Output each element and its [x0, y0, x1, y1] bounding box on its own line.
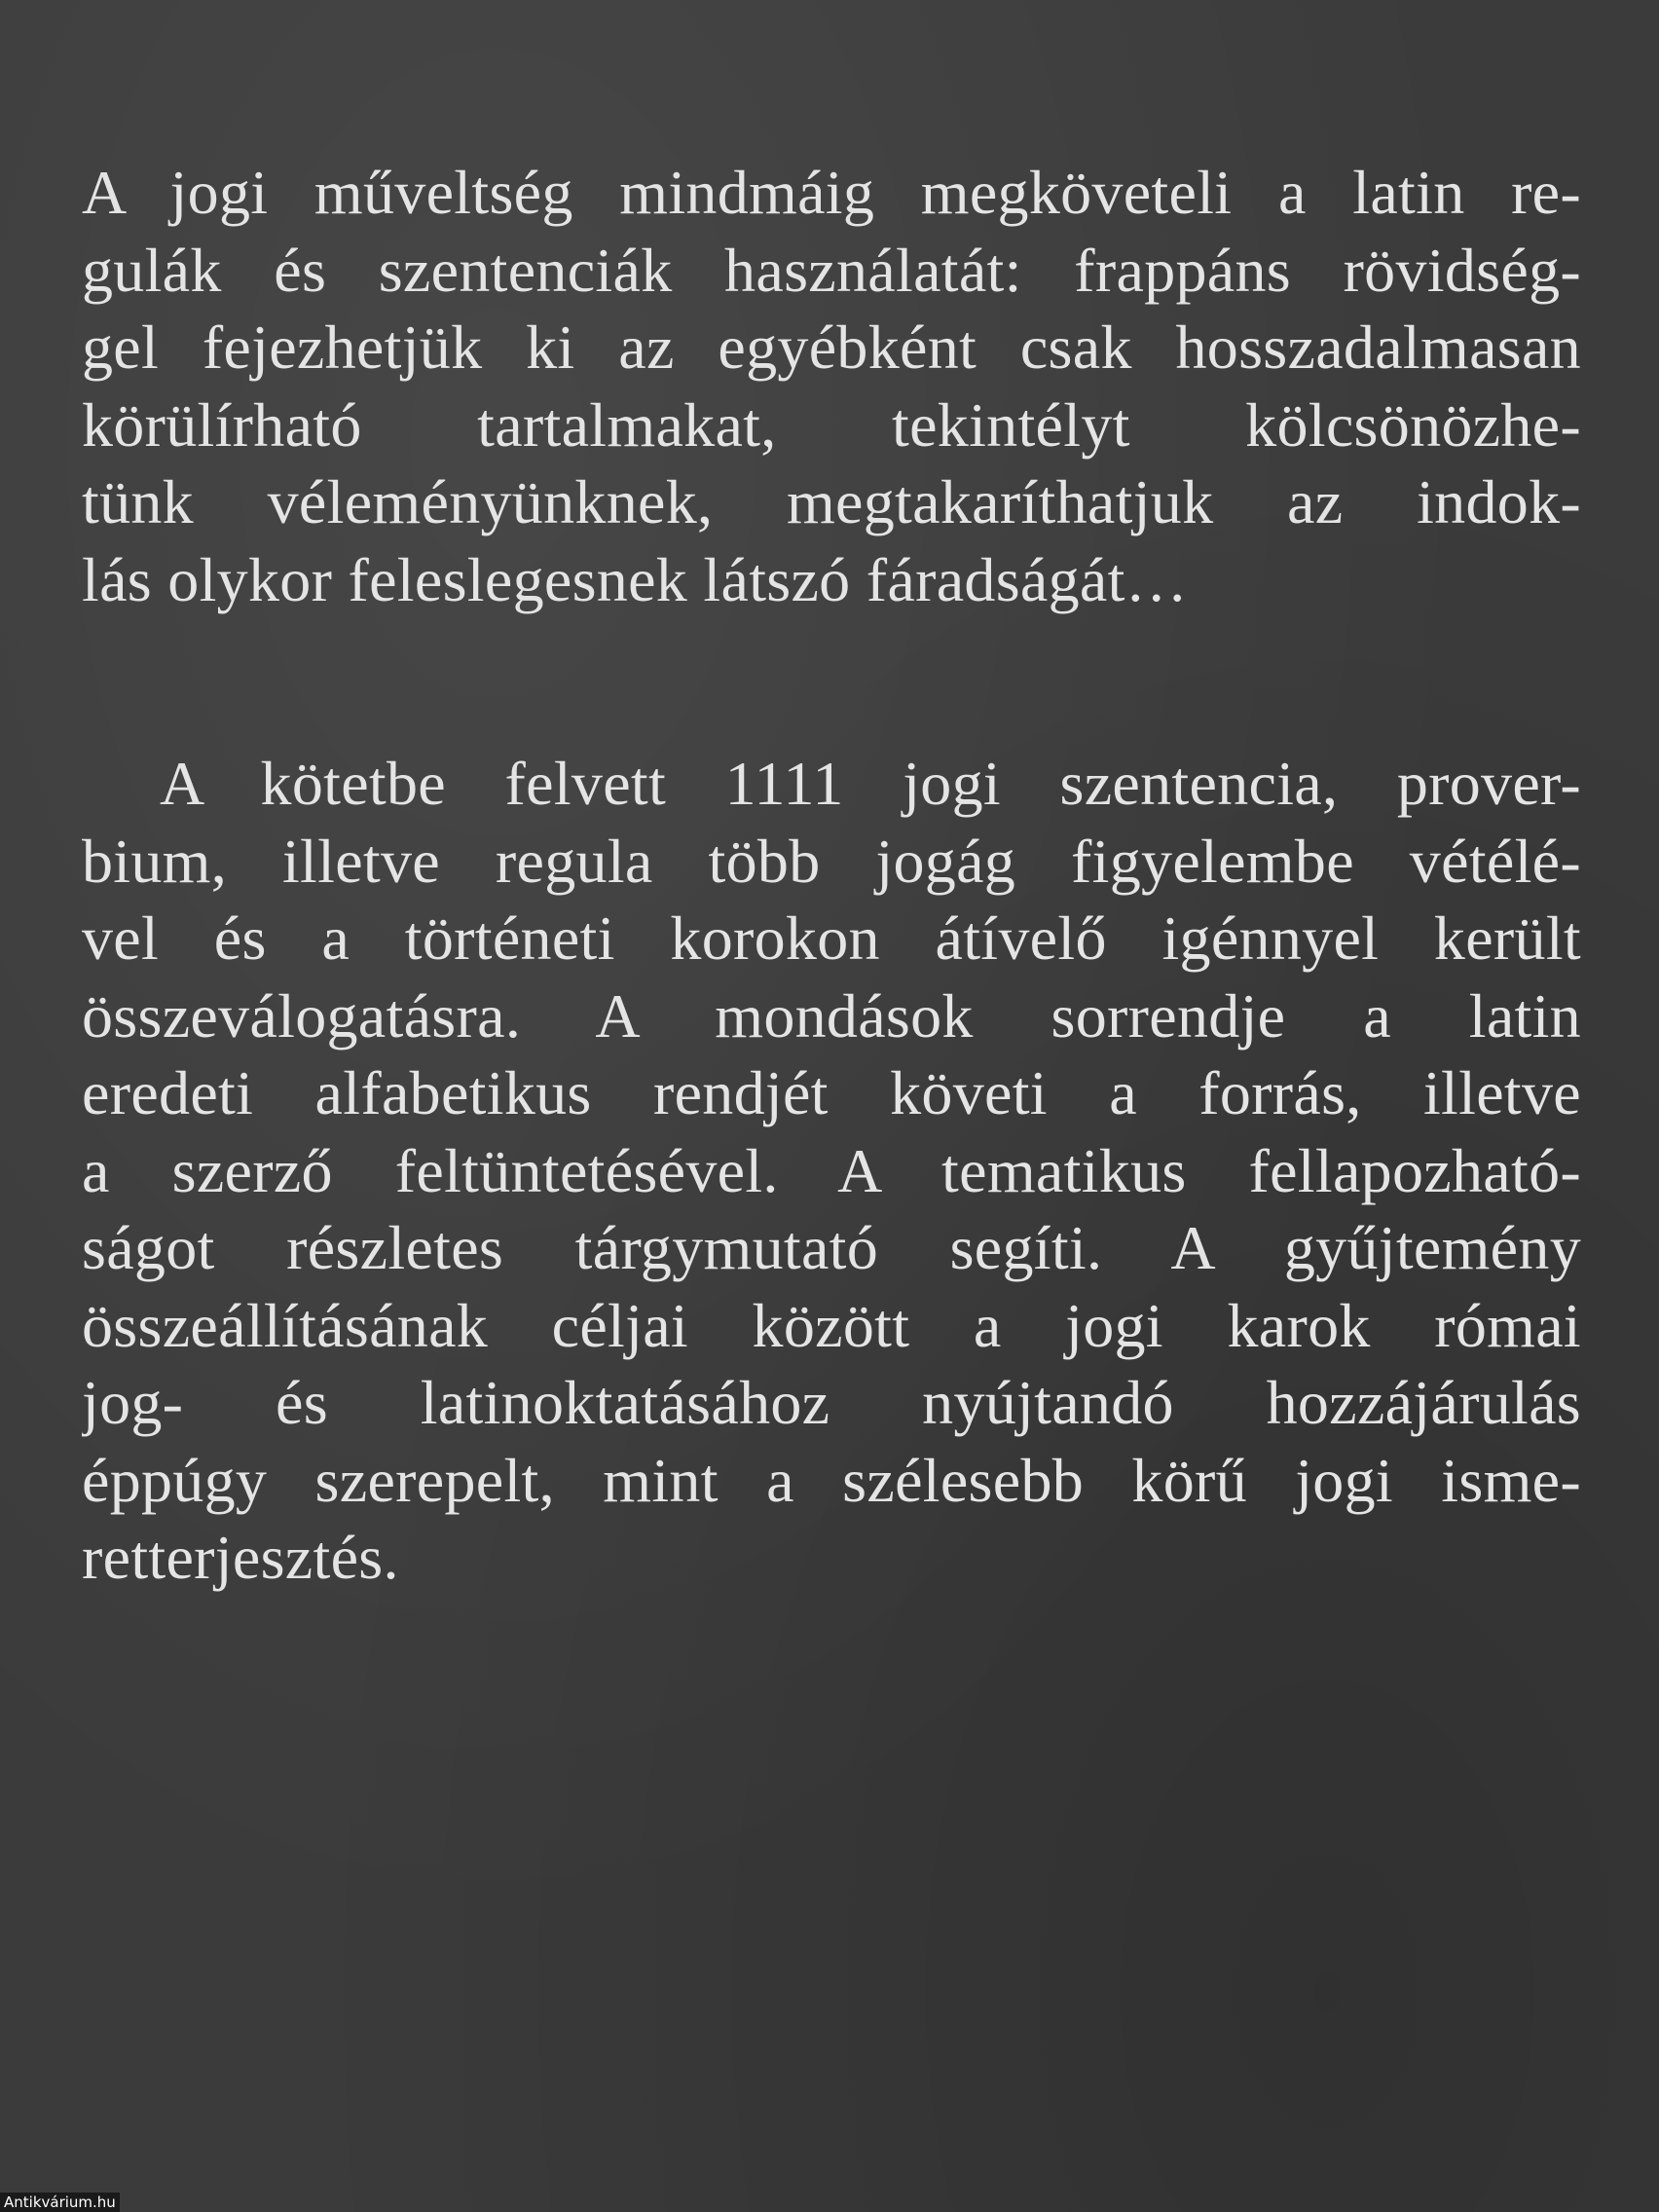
text-line: lás olykor feleslegesnek látszó fáradságát… — [82, 544, 1189, 614]
text-line: összeválogatásra. A mondások sorrendje a latin — [82, 980, 1581, 1051]
text-line: a szerző feltüntetésével. A tematikus fellapozható- — [82, 1135, 1581, 1205]
text-line: A jogi műveltség mindmáig megköveteli a latin re- — [82, 158, 1581, 227]
text-line: ságot részletes tárgymutató segíti. A gyűjtemény — [82, 1213, 1581, 1282]
text-line: gel fejezhetjük ki az egyébként csak hosszadalmasan — [82, 313, 1581, 382]
text-line: tünk véleményünknek, megtakaríthatjuk az indok- — [82, 467, 1581, 536]
text-line: gulák és szentenciák használatát: frappáns rövidség- — [82, 235, 1581, 305]
text-line: vel és a történeti korokon átívelő igénnyel került — [82, 903, 1581, 973]
text-line: összeállításának céljai között a jogi karok római — [82, 1290, 1581, 1360]
watermark-label: Antikvárium.hu — [0, 2193, 120, 2212]
text-line-content: A kötetbe felvett 1111 jogi szentencia, prover- — [160, 749, 1581, 818]
text-line: eredeti alfabetikus rendjét követi a forrás, illetve — [82, 1058, 1581, 1127]
text-line: éppúgy szerepelt, mint a szélesebb körű jogi isme- — [82, 1445, 1581, 1515]
paragraph-description — [82, 745, 1581, 1597]
text-line: bium, illetve regula több jogág figyelembe vétélé- — [82, 826, 1581, 896]
text-line-first — [82, 745, 1581, 823]
text-line: retterjesztés. — [82, 1523, 399, 1592]
paragraph-intro — [82, 154, 1581, 618]
text-line: körülírható tartalmakat, tekintélyt kölcsönözhe- — [82, 389, 1581, 460]
text-line: jog- és latinoktatásához nyújtandó hozzájárulás — [82, 1368, 1581, 1437]
